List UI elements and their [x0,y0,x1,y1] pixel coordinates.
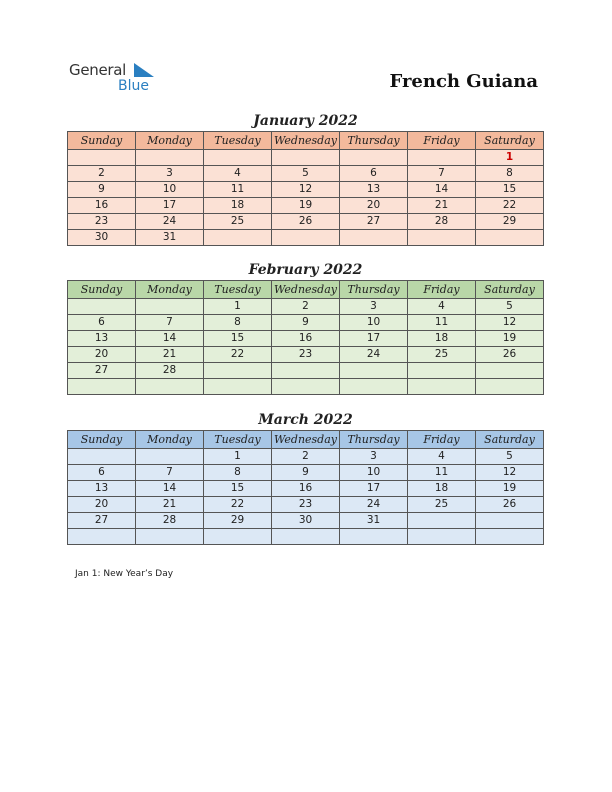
day-cell [136,379,204,395]
day-cell [204,150,272,166]
month-title: February 2022 [248,262,363,278]
day-cell: 19 [476,331,544,347]
day-cell: 26 [272,214,340,230]
logo-word-general: General [69,61,127,79]
day-cell: 31 [136,230,204,246]
day-cell: 22 [476,198,544,214]
day-cell: 17 [136,198,204,214]
day-cell [68,379,136,395]
day-cell [68,449,136,465]
day-cell: 12 [476,465,544,481]
day-cell [204,529,272,545]
day-cell: 23 [68,214,136,230]
weekday-header: Sunday [68,431,136,449]
day-cell: 25 [408,347,476,363]
day-cell: 28 [136,363,204,379]
day-cell: 16 [68,198,136,214]
week-row [68,299,544,315]
week-row [68,182,544,198]
day-cell: 6 [340,166,408,182]
day-cell: 9 [272,465,340,481]
day-cell [68,299,136,315]
weekday-header: Thursday [340,132,408,150]
day-cell: 2 [272,299,340,315]
day-cell: 3 [340,299,408,315]
day-cell: 29 [476,214,544,230]
day-cell: 18 [204,198,272,214]
day-cell: 18 [408,331,476,347]
weekday-header: Friday [408,431,476,449]
day-cell: 10 [340,315,408,331]
day-cell: 1 [476,150,544,166]
day-cell: 7 [136,315,204,331]
day-cell: 21 [136,347,204,363]
day-cell: 16 [272,331,340,347]
day-cell [204,379,272,395]
day-cell [136,150,204,166]
day-cell [136,449,204,465]
weekday-header: Monday [136,132,204,150]
day-cell: 15 [204,331,272,347]
day-cell [408,363,476,379]
day-cell: 8 [476,166,544,182]
day-cell: 27 [340,214,408,230]
weekday-header: Tuesday [204,132,272,150]
weekday-header: Wednesday [272,281,340,299]
day-cell: 24 [136,214,204,230]
week-row [68,230,544,246]
day-cell: 8 [204,465,272,481]
week-row [68,481,544,497]
day-cell [340,150,408,166]
weekday-header: Wednesday [272,132,340,150]
day-cell: 11 [408,315,476,331]
day-cell: 4 [408,449,476,465]
logo-triangle-icon [134,63,154,79]
day-cell: 20 [68,497,136,513]
weekday-header: Saturday [476,132,544,150]
day-cell: 27 [68,513,136,529]
day-cell: 5 [272,166,340,182]
week-row [68,347,544,363]
day-cell: 19 [476,481,544,497]
weekday-header: Tuesday [204,431,272,449]
calendar-grid [67,131,544,246]
day-cell: 6 [68,465,136,481]
day-cell: 23 [272,347,340,363]
day-cell: 30 [68,230,136,246]
day-cell [68,529,136,545]
day-cell: 10 [340,465,408,481]
day-cell: 2 [272,449,340,465]
day-cell [408,379,476,395]
day-cell: 14 [136,331,204,347]
month-title: January 2022 [253,113,358,129]
day-cell: 7 [136,465,204,481]
day-cell: 8 [204,315,272,331]
weekday-header: Tuesday [204,281,272,299]
weekday-header: Monday [136,281,204,299]
day-cell [476,363,544,379]
day-cell: 20 [68,347,136,363]
day-cell [136,529,204,545]
day-cell [204,363,272,379]
day-cell [340,230,408,246]
day-cell: 24 [340,497,408,513]
day-cell: 17 [340,331,408,347]
day-cell: 22 [204,497,272,513]
day-cell: 3 [340,449,408,465]
day-cell: 18 [408,481,476,497]
day-cell: 12 [272,182,340,198]
day-cell [272,150,340,166]
day-cell: 16 [272,481,340,497]
day-cell: 4 [204,166,272,182]
general-blue-logo [69,61,169,97]
day-cell: 31 [340,513,408,529]
weekday-header: Friday [408,132,476,150]
day-cell: 4 [408,299,476,315]
weekday-header: Saturday [476,431,544,449]
day-cell: 5 [476,449,544,465]
day-cell [204,230,272,246]
day-cell: 21 [136,497,204,513]
day-cell: 29 [204,513,272,529]
week-row [68,363,544,379]
month-title: March 2022 [258,412,353,428]
day-cell: 21 [408,198,476,214]
day-cell: 26 [476,497,544,513]
day-cell [408,150,476,166]
weekday-header: Wednesday [272,431,340,449]
day-cell [408,513,476,529]
day-cell [272,363,340,379]
week-row [68,379,544,395]
day-cell [272,529,340,545]
day-cell [272,230,340,246]
weekday-header: Sunday [68,281,136,299]
day-cell: 19 [272,198,340,214]
day-cell [476,529,544,545]
weekday-header: Thursday [340,431,408,449]
day-cell: 15 [204,481,272,497]
calendar-grid [67,430,544,545]
week-row [68,465,544,481]
week-row [68,214,544,230]
week-row [68,198,544,214]
calendar-grid [67,280,544,395]
week-row [68,315,544,331]
week-row [68,150,544,166]
day-cell: 11 [408,465,476,481]
week-row [68,513,544,529]
day-cell: 25 [408,497,476,513]
day-cell: 26 [476,347,544,363]
day-cell: 23 [272,497,340,513]
day-cell [272,379,340,395]
day-cell: 9 [272,315,340,331]
day-cell: 25 [204,214,272,230]
day-cell [136,299,204,315]
weekday-header: Thursday [340,281,408,299]
week-row [68,166,544,182]
day-cell [340,363,408,379]
day-cell: 1 [204,449,272,465]
day-cell: 10 [136,182,204,198]
week-row [68,529,544,545]
day-cell: 12 [476,315,544,331]
day-cell: 7 [408,166,476,182]
day-cell: 20 [340,198,408,214]
weekday-header: Saturday [476,281,544,299]
day-cell: 30 [272,513,340,529]
weekday-header: Monday [136,431,204,449]
day-cell: 28 [408,214,476,230]
weekday-header: Sunday [68,132,136,150]
day-cell [340,529,408,545]
day-cell: 11 [204,182,272,198]
day-cell: 14 [136,481,204,497]
day-cell [408,529,476,545]
month-march [67,410,544,545]
day-cell: 9 [68,182,136,198]
day-cell: 15 [476,182,544,198]
weekday-header: Friday [408,281,476,299]
day-cell [68,150,136,166]
day-cell [476,230,544,246]
holiday-note: Jan 1: New Year’s Day [75,569,174,579]
day-cell [476,379,544,395]
day-cell: 13 [68,481,136,497]
day-cell: 3 [136,166,204,182]
day-cell: 28 [136,513,204,529]
week-row [68,449,544,465]
day-cell [340,379,408,395]
week-row [68,497,544,513]
day-cell: 13 [340,182,408,198]
day-cell: 14 [408,182,476,198]
day-cell: 6 [68,315,136,331]
week-row [68,331,544,347]
day-cell: 27 [68,363,136,379]
day-cell: 2 [68,166,136,182]
day-cell: 24 [340,347,408,363]
month-february [67,260,544,395]
country-title: French Guiana [389,71,538,92]
day-cell: 17 [340,481,408,497]
day-cell [408,230,476,246]
day-cell: 5 [476,299,544,315]
day-cell: 1 [204,299,272,315]
logo-word-blue: Blue [118,78,149,94]
day-cell: 22 [204,347,272,363]
day-cell [476,513,544,529]
day-cell: 13 [68,331,136,347]
month-january [67,111,544,246]
